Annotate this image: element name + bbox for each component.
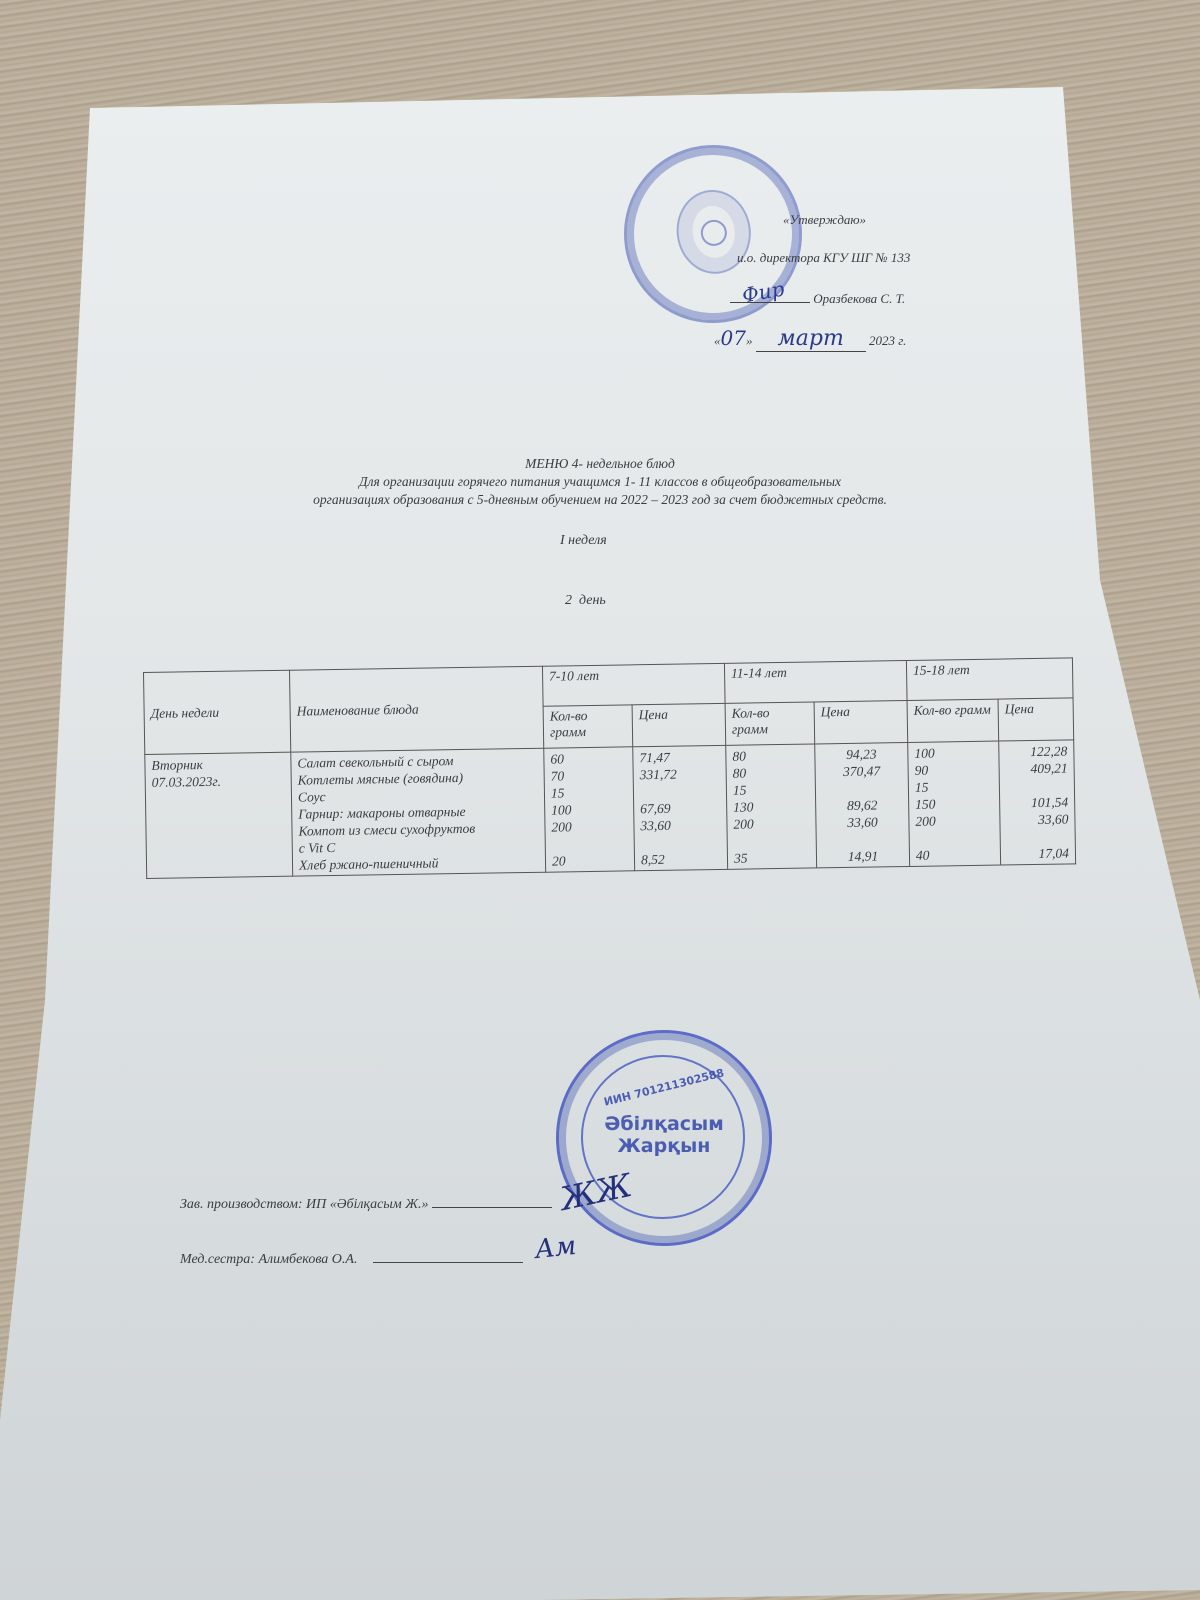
price-value: 101,54 [1030, 794, 1069, 811]
menu-title-block [200, 455, 1000, 509]
qty-value: 80 [732, 748, 747, 764]
header-dish-name: Наименование блюда [289, 666, 543, 752]
qty-value [552, 834, 628, 852]
price-value: 33,60 [1037, 811, 1069, 827]
nurse-signature-line [373, 1250, 523, 1263]
qty-value [734, 832, 810, 850]
qty-value: 70 [550, 768, 565, 784]
approval-label: «Утверждаю» [783, 212, 867, 227]
price-value: 331,72 [639, 766, 677, 783]
day-label: 2 день [565, 593, 606, 608]
approval-position: и.о. директора КГУ ШГ № 133 [737, 250, 911, 265]
menu-title: МЕНЮ 4- недельное блюд [525, 456, 675, 471]
week-label: I неделя [560, 533, 607, 548]
dish-item: Хлеб ржано-пшеничный [298, 855, 439, 873]
stamp-name-line1: Әбілқасым [604, 1113, 724, 1135]
day-cell [145, 752, 293, 878]
qty-11-14-cell [726, 744, 817, 869]
price-11-14-cell [815, 742, 910, 867]
entrepreneur-stamp [556, 1030, 772, 1246]
price-value: 8,52 [640, 851, 665, 868]
date-day: 07 [720, 326, 746, 350]
stamp-name-line2: Жарқын [617, 1135, 711, 1157]
price-value [1007, 827, 1069, 845]
menu-subtitle-1: Для организации горячего питания учащимся 1- 11 классов в общеобразовательных [359, 474, 841, 489]
qty-value: 15 [732, 782, 747, 798]
qty-15-18-cell [908, 741, 1001, 866]
stamp-name [589, 1113, 739, 1157]
price-value [1006, 776, 1068, 794]
price-value: 17,04 [1038, 845, 1070, 861]
date-year: 2023 г. [868, 333, 907, 348]
day-name: Вторник [151, 757, 204, 773]
qty-value: 90 [914, 762, 929, 778]
qty-value: 20 [551, 853, 566, 869]
header-price-11-14: Цена [814, 701, 908, 744]
price-value [640, 782, 720, 800]
header-qty-11-14: Кол-во грамм [725, 702, 815, 745]
qty-7-10-cell [544, 747, 635, 872]
qty-value: 40 [915, 847, 930, 863]
header-age-11-14: 11-14 лет [724, 661, 907, 704]
price-value [641, 833, 721, 851]
price-value: 33,60 [640, 817, 671, 834]
qty-value: 80 [732, 765, 747, 781]
price-value [823, 830, 903, 848]
date-month: март [756, 326, 866, 352]
qty-value: 15 [914, 779, 929, 795]
dish-item: Гарнир: макароны отварные [298, 803, 466, 822]
price-value: 33,60 [847, 814, 878, 830]
table-row [145, 740, 1076, 879]
nurse-signature: Ам [533, 1230, 578, 1266]
menu-subtitle-2: организациях образования с 5-дневным обучением на 2022 – 2023 год за счет бюджетных средств. [313, 492, 887, 507]
price-value: 122,28 [1030, 743, 1068, 760]
dish-item: Компот из смеси сухофруктов [298, 820, 476, 839]
qty-value: 200 [733, 816, 754, 832]
production-head-label: Зав. производством: ИП «Әбілқасым Ж.» [180, 1197, 429, 1212]
qty-value: 130 [733, 799, 754, 815]
menu-table [143, 657, 1076, 879]
date-close-quote: » [745, 333, 753, 348]
stamp-iin: ИИН 701211302588 [602, 1066, 726, 1109]
price-value: 370,47 [842, 763, 881, 780]
price-value: 14,91 [847, 848, 879, 864]
price-7-10-cell [633, 745, 728, 870]
price-value: 67,69 [640, 800, 671, 817]
dishes-cell [291, 748, 546, 876]
price-value [822, 779, 902, 797]
price-value: 409,21 [1030, 760, 1068, 777]
dish-item: с Vit C [298, 840, 336, 856]
director-name: Оразбекова С. Т. [813, 291, 906, 306]
nurse-label: Мед.сестра: Алимбекова О.А. [180, 1252, 358, 1267]
qty-value: 100 [551, 802, 572, 818]
qty-value: 60 [550, 751, 565, 767]
header-price-7-10: Цена [632, 703, 726, 746]
price-value: 89,62 [846, 797, 878, 813]
qty-value: 150 [915, 796, 936, 812]
header-age-15-18: 15-18 лет [906, 658, 1073, 701]
qty-value: 200 [915, 813, 936, 829]
director-signature: Фир [740, 276, 787, 308]
qty-value: 100 [914, 745, 935, 761]
dish-item: Котлеты мясные (говядина) [297, 769, 464, 788]
production-head-signature-line [432, 1195, 552, 1208]
header-price-15-18: Цена [998, 698, 1074, 741]
header-age-7-10: 7-10 лет [542, 663, 725, 706]
price-value: 94,23 [846, 746, 877, 762]
qty-value [916, 829, 994, 847]
dish-item: Салат свекольный с сыром [297, 753, 454, 771]
date-open-quote: « [714, 333, 721, 348]
header-qty-7-10: Кол-во грамм [543, 705, 633, 748]
production-head-signature: ЖЖ [556, 1165, 636, 1219]
dish-item: Соус [297, 789, 326, 805]
qty-value: 200 [551, 819, 572, 835]
header-qty-15-18: Кол-во грамм [907, 699, 999, 742]
header-day-of-week: День недели [144, 670, 291, 754]
price-value: 71,47 [639, 749, 670, 766]
price-15-18-cell [999, 740, 1076, 865]
qty-value: 35 [733, 850, 748, 866]
day-date: 07.03.2023г. [151, 773, 222, 790]
qty-value: 15 [550, 785, 565, 801]
